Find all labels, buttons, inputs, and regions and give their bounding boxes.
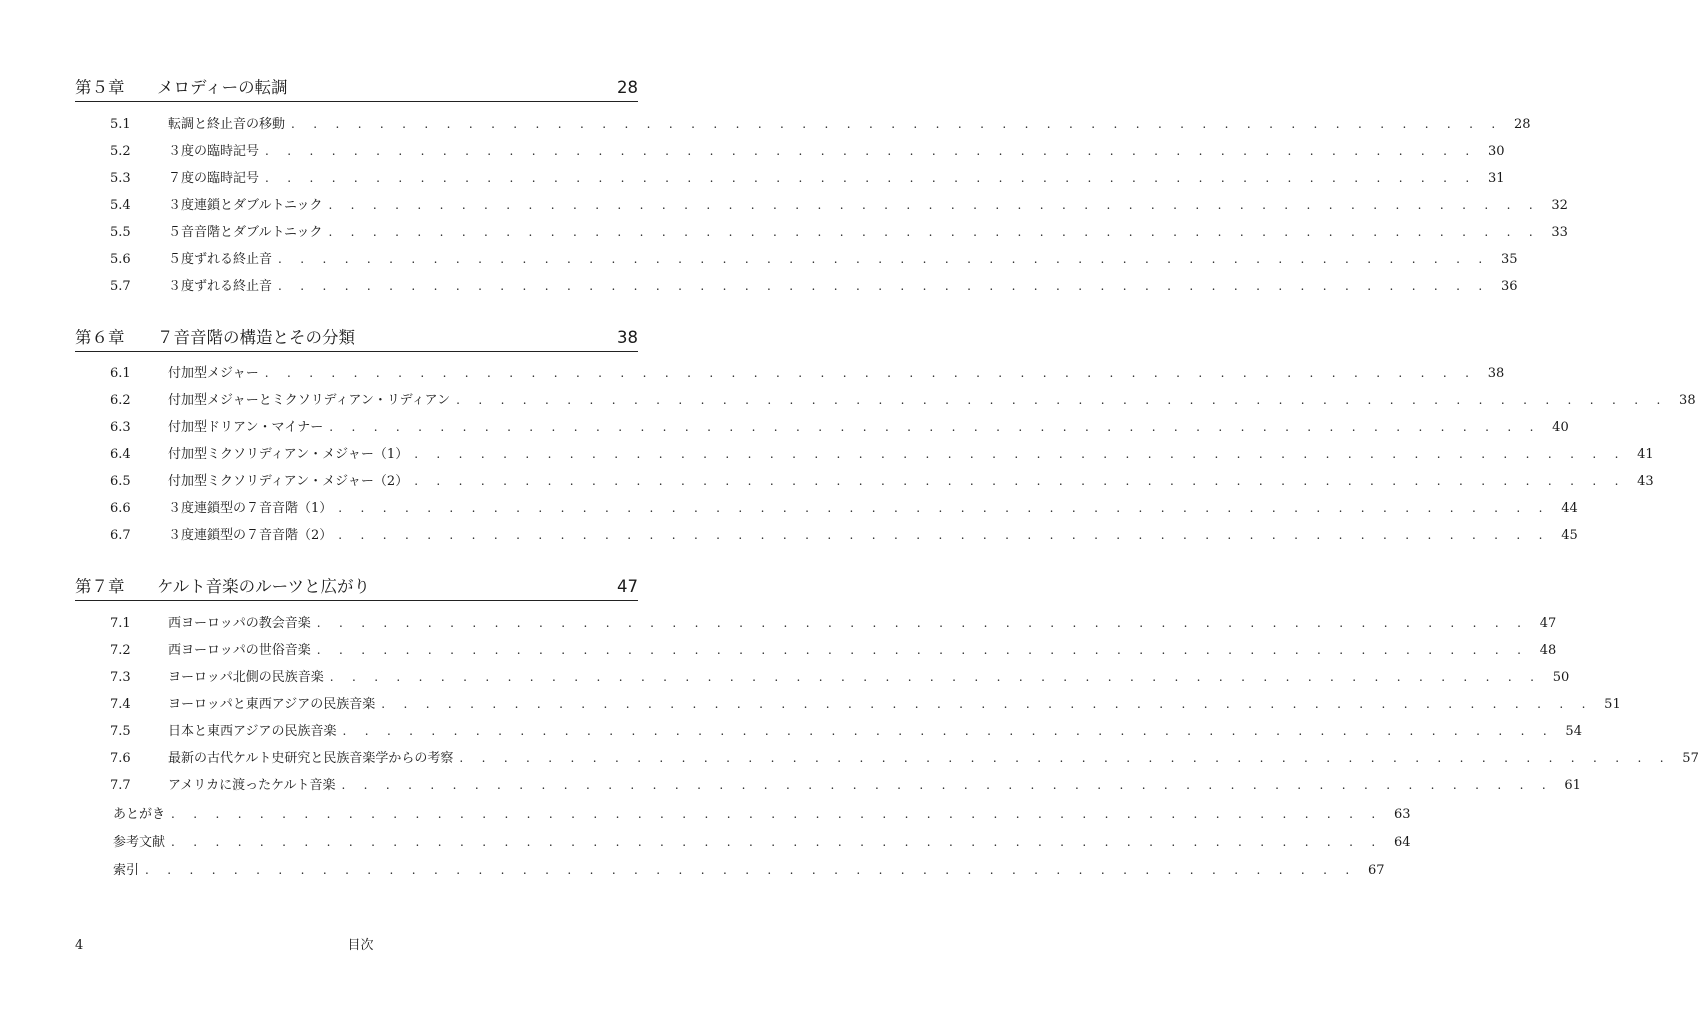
dot-leader: . . . . . . . . . . . . . . . . . . . . . . . . . . . . . . . . . . . . . . . . . . . . . . . . . . . . . . . — [265, 144, 1477, 158]
toc-entry[interactable] — [110, 639, 1557, 661]
entry-page: 64 — [1393, 835, 1411, 850]
entry-title: 索引 — [113, 863, 140, 878]
toc-entry[interactable] — [110, 497, 1578, 519]
chapter-title: メロディーの転調 — [157, 78, 288, 97]
section-number: 5.3 — [110, 171, 131, 186]
dot-leader: . . . . . . . . . . . . . . . . . . . . . . . . . . . . . . . . . . . . . . . . . . . . . . . . . . . . . . . — [265, 171, 1477, 185]
section-number: 7.3 — [110, 670, 131, 685]
toc-entry[interactable] — [110, 416, 1569, 438]
chapter-page: 28 — [617, 78, 638, 97]
toc-entry[interactable] — [110, 693, 1621, 715]
section-number: 5.6 — [110, 252, 131, 267]
section-number: 7.6 — [110, 751, 131, 766]
section-page: 48 — [1539, 643, 1557, 658]
section-number: 7.4 — [110, 697, 131, 712]
section-page: 54 — [1565, 724, 1582, 739]
section-page: 61 — [1564, 778, 1581, 793]
section-title: ５音音階とダブルトニック — [168, 225, 323, 240]
page-number: 4 — [75, 938, 84, 953]
dot-leader: . . . . . . . . . . . . . . . . . . . . . . . . . . . . . . . . . . . . . . . . . . . . . . . . . . . . . . . — [456, 393, 1668, 407]
section-page: 40 — [1552, 420, 1569, 435]
section-title: ３度連鎖型の７音音階（2） — [168, 528, 333, 543]
dot-leader: . . . . . . . . . . . . . . . . . . . . . . . . . . . . . . . . . . . . . . . . . . . . . . . . . . . . . . . — [316, 643, 1529, 657]
toc-entry-references[interactable] — [113, 831, 1411, 853]
entry-title: あとがき — [113, 807, 166, 822]
dot-leader: . . . . . . . . . . . . . . . . . . . . . . . . . . . . . . . . . . . . . . . . . . . . . . . . . . . . . . . — [171, 835, 1383, 849]
section-page: 43 — [1637, 474, 1654, 489]
running-title: 目次 — [347, 938, 374, 953]
section-title: 付加型メジャーとミクソリディアン・リディアン — [168, 393, 451, 408]
section-page: 33 — [1551, 225, 1568, 240]
section-number: 6.2 — [110, 393, 131, 408]
section-number: 6.6 — [110, 501, 131, 516]
section-page: 47 — [1539, 616, 1557, 631]
chapter-page: 47 — [617, 577, 638, 596]
section-number: 5.2 — [110, 144, 131, 159]
dot-leader: . . . . . . . . . . . . . . . . . . . . . . . . . . . . . . . . . . . . . . . . . . . . . . . . . . . . . . . — [328, 198, 1540, 212]
toc-entry[interactable] — [110, 666, 1570, 688]
section-title: 西ヨーロッパの教会音楽 — [168, 616, 311, 631]
section-number: 6.5 — [110, 474, 131, 489]
section-page: 35 — [1500, 252, 1518, 267]
dot-leader: . . . . . . . . . . . . . . . . . . . . . . . . . . . . . . . . . . . . . . . . . . . . . . . . . . . . . . . — [264, 366, 1477, 380]
toc-entry[interactable] — [110, 470, 1654, 492]
dot-leader: . . . . . . . . . . . . . . . . . . . . . . . . . . . . . . . . . . . . . . . . . . . . . . . . . . . . . . . — [328, 225, 1540, 239]
section-page: 31 — [1487, 171, 1505, 186]
section-page: 32 — [1551, 198, 1568, 213]
dot-leader: . . . . . . . . . . . . . . . . . . . . . . . . . . . . . . . . . . . . . . . . . . . . . . . . . . . . . . . — [291, 117, 1503, 131]
section-title: 付加型ミクソリディアン・メジャー（2） — [168, 474, 409, 489]
section-title: 転調と終止音の移動 — [168, 117, 286, 132]
section-title: 付加型ミクソリディアン・メジャー（1） — [168, 447, 409, 462]
section-page: 36 — [1500, 279, 1518, 294]
section-page: 50 — [1552, 670, 1570, 685]
chapter-heading[interactable] — [75, 327, 638, 352]
section-title: 付加型ドリアン・マイナー — [168, 420, 324, 435]
dot-leader: . . . . . . . . . . . . . . . . . . . . . . . . . . . . . . . . . . . . . . . . . . . . . . . . . . . . . . . — [145, 863, 1357, 877]
section-number: 6.1 — [110, 366, 131, 381]
dot-leader: . . . . . . . . . . . . . . . . . . . . . . . . . . . . . . . . . . . . . . . . . . . . . . . . . . . . . . . — [414, 447, 1626, 461]
dot-leader: . . . . . . . . . . . . . . . . . . . . . . . . . . . . . . . . . . . . . . . . . . . . . . . . . . . . . . . — [329, 670, 1542, 684]
section-title: アメリカに渡ったケルト音楽 — [168, 778, 336, 793]
section-page: 30 — [1487, 144, 1505, 159]
dot-leader: . . . . . . . . . . . . . . . . . . . . . . . . . . . . . . . . . . . . . . . . . . . . . . . . . . . . . . . — [341, 778, 1553, 792]
dot-leader: . . . . . . . . . . . . . . . . . . . . . . . . . . . . . . . . . . . . . . . . . . . . . . . . . . . . . . . — [414, 474, 1626, 488]
section-title: 最新の古代ケルト史研究と民族音楽学からの考察 — [168, 751, 454, 766]
dot-leader: . . . . . . . . . . . . . . . . . . . . . . . . . . . . . . . . . . . . . . . . . . . . . . . . . . . . . . . — [171, 807, 1383, 821]
toc-entry[interactable] — [110, 275, 1518, 297]
section-title: ３度ずれる終止音 — [168, 279, 273, 294]
entry-title: 参考文献 — [113, 835, 166, 850]
chapter-heading[interactable] — [75, 77, 638, 102]
section-title: ３度連鎖型の７音音階（1） — [168, 501, 333, 516]
toc-entry[interactable] — [110, 167, 1505, 189]
section-title: 日本と東西アジアの民族音楽 — [168, 724, 337, 739]
dot-leader: . . . . . . . . . . . . . . . . . . . . . . . . . . . . . . . . . . . . . . . . . . . . . . . . . . . . . . . — [329, 420, 1541, 434]
toc-entry[interactable] — [110, 140, 1505, 162]
toc-entry-afterword[interactable] — [113, 803, 1411, 825]
section-page: 38 — [1679, 393, 1696, 408]
dot-leader: . . . . . . . . . . . . . . . . . . . . . . . . . . . . . . . . . . . . . . . . . . . . . . . . . . . . . . . — [338, 528, 1550, 542]
section-title: 西ヨーロッパの世俗音楽 — [168, 643, 311, 658]
section-number: 6.4 — [110, 447, 131, 462]
chapter-number: 第７章 — [75, 577, 125, 596]
toc-entry[interactable] — [110, 747, 1699, 769]
chapter-page: 38 — [617, 328, 638, 347]
section-number: 6.3 — [110, 420, 131, 435]
dot-leader: . . . . . . . . . . . . . . . . . . . . . . . . . . . . . . . . . . . . . . . . . . . . . . . . . . . . . . . — [316, 616, 1529, 630]
section-title: ヨーロッパ北側の民族音楽 — [168, 670, 324, 685]
section-title: ５度ずれる終止音 — [168, 252, 273, 267]
toc-entry[interactable] — [110, 113, 1531, 135]
toc-entry[interactable] — [110, 774, 1581, 796]
toc-entry[interactable] — [110, 194, 1568, 216]
section-number: 5.1 — [110, 117, 131, 132]
section-number: 5.7 — [110, 279, 131, 294]
section-number: 7.7 — [110, 778, 131, 793]
dot-leader: . . . . . . . . . . . . . . . . . . . . . . . . . . . . . . . . . . . . . . . . . . . . . . . . . . . . . . . — [459, 751, 1671, 765]
section-number: 6.7 — [110, 528, 131, 543]
dot-leader: . . . . . . . . . . . . . . . . . . . . . . . . . . . . . . . . . . . . . . . . . . . . . . . . . . . . . . . — [342, 724, 1554, 738]
section-page: 45 — [1561, 528, 1578, 543]
toc-entry[interactable] — [110, 524, 1578, 546]
toc-entry[interactable] — [110, 443, 1654, 465]
chapter-number: 第６章 — [75, 328, 125, 347]
toc-entry[interactable] — [110, 389, 1696, 411]
section-page: 41 — [1637, 447, 1654, 462]
section-page: 44 — [1561, 501, 1578, 516]
section-title: ７度の臨時記号 — [168, 171, 260, 186]
section-number: 7.1 — [110, 616, 131, 631]
entry-page: 63 — [1393, 807, 1411, 822]
toc-entry[interactable] — [110, 362, 1505, 384]
section-number: 7.5 — [110, 724, 131, 739]
chapter-title: ７音音階の構造とその分類 — [157, 328, 355, 347]
section-title: ヨーロッパと東西アジアの民族音楽 — [168, 697, 376, 712]
section-title: ３度連鎖とダブルトニック — [168, 198, 323, 213]
toc-entry[interactable] — [110, 248, 1518, 270]
dot-leader: . . . . . . . . . . . . . . . . . . . . . . . . . . . . . . . . . . . . . . . . . . . . . . . . . . . . . . . — [338, 501, 1550, 515]
section-number: 5.5 — [110, 225, 131, 240]
chapter-heading[interactable] — [75, 576, 638, 601]
section-page: 38 — [1487, 366, 1505, 381]
section-page: 57 — [1682, 751, 1699, 766]
chapter-title: ケルト音楽のルーツと広がり — [157, 577, 371, 596]
section-number: 7.2 — [110, 643, 131, 658]
toc-entry-index[interactable] — [113, 859, 1385, 881]
section-title: 付加型メジャー — [168, 366, 259, 381]
section-page: 51 — [1604, 697, 1621, 712]
section-number: 5.4 — [110, 198, 131, 213]
entry-page: 67 — [1367, 863, 1385, 878]
toc-entry[interactable] — [110, 221, 1568, 243]
section-title: ３度の臨時記号 — [168, 144, 260, 159]
section-page: 28 — [1513, 117, 1531, 132]
dot-leader: . . . . . . . . . . . . . . . . . . . . . . . . . . . . . . . . . . . . . . . . . . . . . . . . . . . . . . . — [278, 252, 1490, 266]
chapter-number: 第５章 — [75, 78, 125, 97]
dot-leader: . . . . . . . . . . . . . . . . . . . . . . . . . . . . . . . . . . . . . . . . . . . . . . . . . . . . . . . — [381, 697, 1593, 711]
dot-leader: . . . . . . . . . . . . . . . . . . . . . . . . . . . . . . . . . . . . . . . . . . . . . . . . . . . . . . . — [278, 279, 1490, 293]
toc-entry[interactable] — [110, 612, 1557, 634]
toc-entry[interactable] — [110, 720, 1582, 742]
